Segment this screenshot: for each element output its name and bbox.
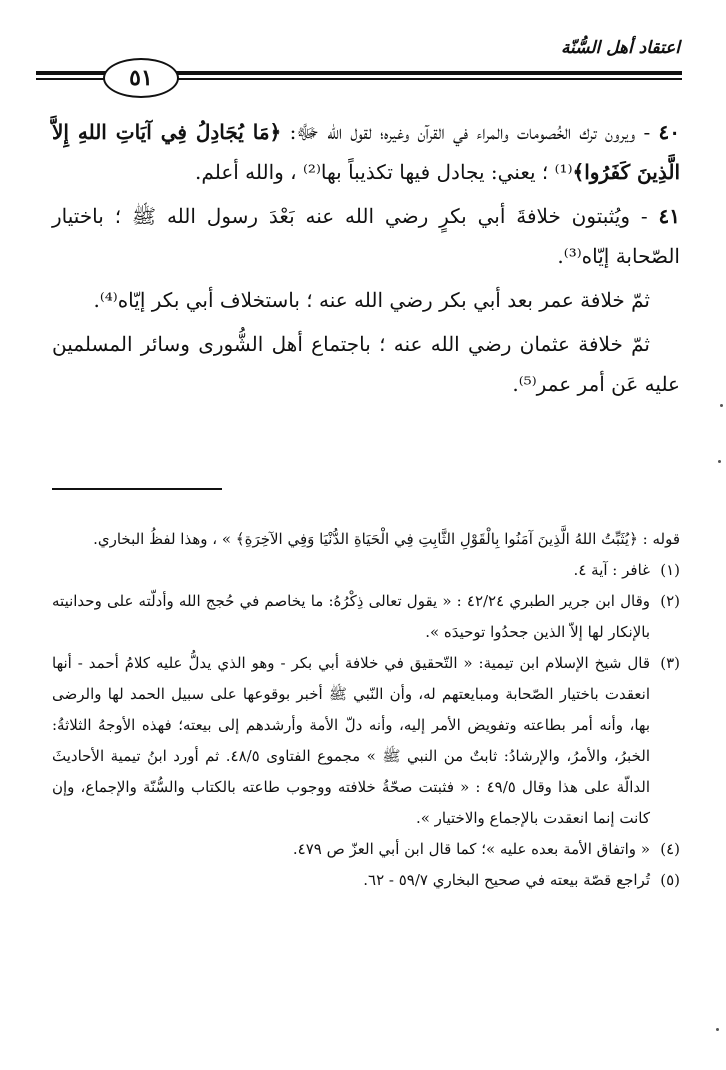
footnote-text: غافر : آية ٤. — [573, 561, 650, 579]
scan-speck — [718, 460, 721, 463]
page-number-badge — [103, 58, 179, 98]
footnote-label: (٥) — [660, 871, 680, 889]
text-end-rule — [52, 488, 222, 490]
footnote-text: تُراجع قصّة بيعته في صحيح البخاري ٥٩/٧ - ٦٢. — [363, 871, 650, 889]
footnotes — [52, 524, 680, 896]
footnote-label: (١) — [660, 561, 680, 579]
main-text — [52, 112, 680, 408]
paragraph-40 — [52, 112, 680, 192]
footnote-5 — [52, 865, 680, 896]
footnote-2 — [52, 586, 680, 648]
footnote-4 — [52, 834, 680, 865]
paragraph-41 — [52, 196, 680, 276]
paragraph-text: - ويُثبتون خلافةَ أبي بكرٍ رضي الله عنه بَعْدَ رسول الله ﷺ ؛ باختيار الصّحابة إيّاه⁽³⁾. — [52, 204, 680, 268]
footnote-continuation: قوله : ﴿يُثَبِّتُ اللهُ الَّذِينَ آمَنُوا بِالْقَوْلِ الثَّابِتِ فِي الْحَيَاةِ الدُّنْيَا وَفِي الآخِرَةِ﴾ » ، وهذا لفظُ البخاري. — [93, 530, 680, 548]
quran-verse: ﴿مَا يُجَادِلُ فِي آيَاتِ اللهِ إِلاَّ الَّذِينَ كَفَرُوا﴾ — [52, 120, 680, 184]
footnote-3 — [52, 648, 680, 834]
footnote-label: (٣) — [660, 654, 680, 672]
running-title: اعتقاد أهل السُّنّة — [560, 38, 680, 58]
paragraph-uthman: ثمّ خلافة عثمان رضي الله عنه ؛ باجتماع أهل الشُّورى وسائر المسلمين عليه عَن أمر عمر⁽⁵⁾. — [52, 332, 680, 396]
footnote-1 — [52, 555, 680, 586]
paragraph-umar: ثمّ خلافة عمر بعد أبي بكر رضي الله عنه ؛ باستخلاف أبي بكر إيّاه⁽⁴⁾. — [93, 288, 650, 312]
footnote-text: « واتفاق الأمة بعده عليه »؛ كما قال ابن أبي العزّ ص ٤٧٩. — [292, 840, 650, 858]
scan-speck — [720, 404, 723, 407]
footnote-text: وقال ابن جرير الطبري ٤٢/٢٤ : « يقول تعالى ذِكْرُهُ: ما يخاصم في حُجج الله وأدلّته على وحدانيته بالإنكار لها إلاّ الذين جحدُوا توحيدَه ». — [52, 592, 650, 641]
paragraph-lead: - ويرون ترك الخُصومات والمراء في القرآن وغيره؛ لقول الله ﷻ: — [289, 120, 651, 144]
page-number: ٥١ — [129, 65, 153, 91]
footnote-label: (٢) — [660, 592, 680, 610]
footnote-text: قال شيخ الإسلام ابن تيمية: « التّحقيق في خلافة أبي بكر - وهو الذي يدلُّ عليه كلامُ أحمد - أنها انعقدت باختيار الصّحابة ومبايعتهم له، وأن النّبي ﷺ أخبر بوقوعها على سبيل الحمد لها والرضى بها، وأنه أمر بطاعته وتفويض الأمر إليه، وأنه دلّ الأمة وأرشدهم إلى بيعته؛ فهذه الأوجهُ الثلاثةُ: الخبرُ، والأمرُ، والإرشادُ: ثابتٌ من النبي ﷺ » مجموع الفتاوى ٤٨/٥. ثم أورد ابنُ تيمية الأحاديثَ الدالّة على هذا وقال ٤٩/٥ : « فثبتت صحّةُ خلافته ووجوب طاعته بالكتاب والسُّنّة والإجماع، وإن كانت إنما انعقدت بالإجماع والاختيار ». — [52, 654, 651, 827]
paragraph-number: ٤٠ — [658, 120, 680, 144]
footnote-label: (٤) — [660, 840, 680, 858]
paragraph-rest: ⁽¹⁾ ؛ يعني: يجادل فيها تكذيباً بها⁽²⁾ ، والله أعلم. — [195, 160, 573, 184]
paragraph-number: ٤١ — [658, 204, 681, 228]
scan-speck — [716, 1028, 719, 1031]
